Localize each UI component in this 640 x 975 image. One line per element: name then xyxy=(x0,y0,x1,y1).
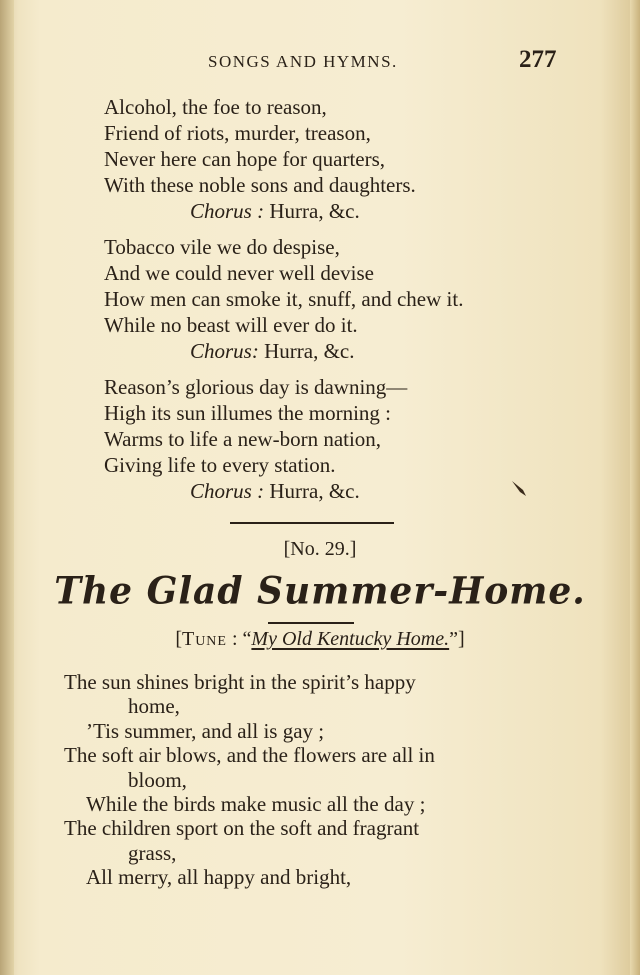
tune-open: [ xyxy=(175,628,182,650)
page-header xyxy=(0,48,640,78)
stanza-line: And we could never well devise xyxy=(104,261,374,285)
chorus-line xyxy=(104,478,407,504)
stanza-line: Warms to life a new-born nation, xyxy=(104,427,382,451)
tune-close: ”] xyxy=(449,628,465,650)
tune-sep: : “ xyxy=(226,628,252,650)
stanza-2 xyxy=(104,234,463,364)
page-edge xyxy=(630,0,640,975)
running-title: SONGS AND HYMNS. xyxy=(208,52,398,71)
stanza-line: Never here can hope for quarters, xyxy=(104,147,386,171)
verse-line: grass, xyxy=(128,840,177,865)
ink-mark xyxy=(511,478,527,498)
stanza-1 xyxy=(104,94,416,224)
verse-line: home, xyxy=(128,694,180,719)
stanza-3 xyxy=(104,374,407,504)
verse-line: All merry, all happy and bright, xyxy=(86,865,352,890)
verse-line: While the birds make music all the day ; xyxy=(86,792,426,817)
stanza-line: With these noble sons and daughters. xyxy=(104,173,416,197)
stanza-line: Giving life to every station. xyxy=(104,453,336,477)
chorus-label: Chorus : xyxy=(190,199,265,223)
chorus-line xyxy=(104,338,463,364)
section-divider xyxy=(230,522,394,524)
verse-line: ’Tis summer, and all is gay ; xyxy=(86,718,325,743)
title-divider xyxy=(268,622,354,624)
hymn-number: [No. 29.] xyxy=(283,538,357,560)
tune-line xyxy=(0,628,640,651)
page-number: 277 xyxy=(519,46,557,73)
tune-label: Tune xyxy=(181,628,227,650)
chorus-text: Hurra, &c. xyxy=(264,199,360,223)
tune-name: My Old Kentucky Home. xyxy=(251,628,450,650)
verse-line: The soft air blows, and the flowers are all in xyxy=(64,743,435,768)
stanza-line: Alcohol, the foe to reason, xyxy=(104,95,327,119)
chorus-label: Chorus: xyxy=(190,339,259,363)
chorus-line xyxy=(104,198,416,224)
stanza-line: Reason’s glorious day is dawning— xyxy=(104,375,408,399)
chorus-label: Chorus : xyxy=(190,479,265,503)
stanza-line: How men can smoke it, snuff, and chew it. xyxy=(104,287,464,311)
hymn-title: The Glad Summer-Home. xyxy=(54,568,586,614)
verse-line: The sun shines bright in the spirit’s happy xyxy=(64,670,416,694)
chorus-text: Hurra, &c. xyxy=(258,339,355,363)
stanza-line: While no beast will ever do it. xyxy=(104,313,358,337)
stanza-line: Tobacco vile we do despise, xyxy=(104,235,340,259)
hymn-verse xyxy=(64,670,564,890)
stanza-line: Friend of riots, murder, treason, xyxy=(104,121,371,145)
verse-line: bloom, xyxy=(128,767,187,792)
verse-line: The children sport on the soft and fragrant xyxy=(64,816,420,841)
stanza-line: High its sun illumes the morning : xyxy=(104,401,391,425)
chorus-text: Hurra, &c. xyxy=(264,479,360,503)
page-gutter xyxy=(0,0,14,975)
